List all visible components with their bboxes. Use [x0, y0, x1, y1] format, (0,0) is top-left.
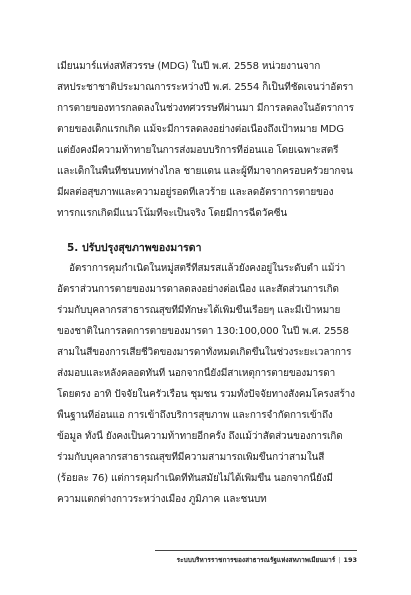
- text-line: ของชาติในการลดการตายของมารดา 130:100,000 ในปี พ.ศ. 2558: [57, 326, 349, 337]
- footer-separator: |: [338, 556, 341, 564]
- text-line: ส่งมอบและหลังคลอดทันที นอกจากนี้ยังมีสาเหตุการตายของมารดา: [57, 368, 336, 379]
- text-line: แต่ยังคงมีความท้าทายในการส่งมอบบริการที่อ่อนแอ โดยเฉพาะสตรี: [57, 145, 339, 156]
- text-line: (ร้อยละ 76) แต่การคุมกำเนิดที่ทันสมัยไม่ได้เพิ่มขึ้น นอกจากนี้ยังมี: [57, 473, 333, 484]
- text-line: เมียนมาร์แห่งสหัสวรรษ (MDG) ในปี พ.ศ. 2558 หน่วยงานจาก: [57, 61, 321, 72]
- text-line: พื้นฐานที่อ่อนแอ การเข้าถึงบริการสุขภาพ และการจำกัดการเข้าถึง: [57, 410, 333, 421]
- text-line: อัตราการคุมกำเนิดในหมู่สตรีที่สมรสแล้วยังคงอยู่ในระดับต่ำ แม้ว่า: [69, 263, 346, 274]
- text-line: และเด็กในพื้นที่ชนบทห่างไกล ชายแดน และผู้ที่มาจากครอบครัวยากจน: [57, 166, 353, 177]
- text-line: ร่วมกับบุคลากรสาธารณสุขที่มีความสามารถเพิ่มขึ้นกว่าสามในสี่: [57, 452, 325, 463]
- text-line: ความแตกต่างกาวระหว่างเมือง ภูมิภาค และชนบท: [57, 494, 267, 505]
- text-line: สหประชาชาติประมาณการระหว่างปี พ.ศ. 2554 ก็เป็นที่ชัดเจนว่าอัตรา: [57, 82, 354, 93]
- text-line: การตายของทารกลดลงในช่วงทศวรรษที่ผ่านมา มีการลดลงในอัตราการ: [57, 103, 354, 114]
- text-line: สามในสี่ของการเสียชีวิตของมารดาทั้งหมดเกิดขึ้นในช่วงระยะเวลาการ: [57, 347, 352, 358]
- text-line: ร่วมกับบุคลากรสาธารณสุขที่มีทักษะได้เพิ่มขึ้นเรื่อยๆ และมีเป้าหมาย: [57, 305, 341, 316]
- text-line: ทารกแรกเกิดมีแนวโน้มที่จะเป็นจริง โดยมีการฉีดวัคซีน: [57, 208, 288, 219]
- footer-divider: [155, 550, 357, 551]
- text-line: โดยตรง อาทิ ปัจจัยในครัวเรือน ชุมชน รวมทั้งปัจจัยทางสังคมโครงสร้าง: [57, 389, 355, 400]
- text-line: มีผลต่อสุขภาพและความอยู่รอดที่เลวร้าย และลดอัตราการตายของ: [57, 187, 334, 198]
- text-line: ตายของเด็กแรกเกิด แม้จะมีการลดลงอย่างต่อเนื่องถึงเป้าหมาย MDG: [57, 124, 344, 135]
- section-heading: 5. ปรับปรุงสุขภาพของมารดา: [67, 242, 202, 254]
- page-number: 193: [343, 556, 357, 564]
- text-line: ข้อมูล ทั้งนี้ ยังคงเป็นความท้าทายอีกครั้ง ถึงแม้ว่าสัดส่วนของการเกิด: [57, 431, 343, 442]
- text-line: อัตราส่วนการตายของมารดาลดลงอย่างต่อเนื่อง และสัดส่วนการเกิด: [57, 284, 339, 295]
- running-title: ระบบบริหารราชการของสาธารณรัฐแห่งสหภาพเมียนมาร์: [176, 556, 336, 564]
- page-footer: [177, 556, 357, 565]
